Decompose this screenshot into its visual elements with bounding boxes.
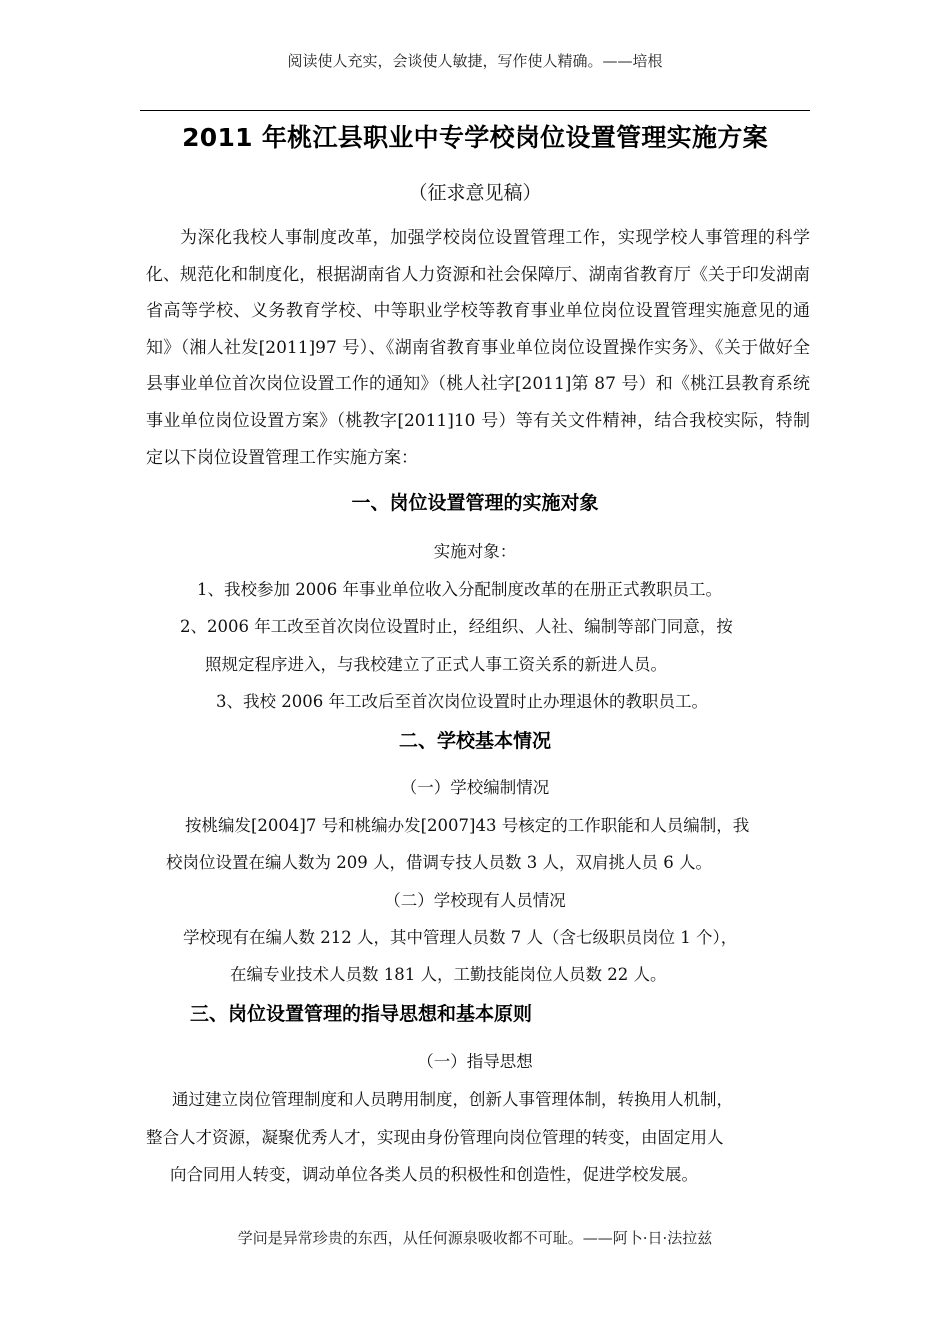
section3-sub1-line3: 向合同用人转变，调动单位各类人员的积极性和创造性，促进学校发展。: [170, 1165, 698, 1184]
section1-label: 实施对象：: [433, 542, 517, 561]
section3-sub1-line1: 通过建立岗位管理制度和人员聘用制度，创新人事管理体制，转换用人机制，: [172, 1090, 733, 1109]
section1-item2-line1: 2、2006 年工改至首次岗位设置时止，经组织、人社、编制等部门同意，按: [180, 617, 733, 636]
section1-heading: 一、岗位设置管理的实施对象: [351, 492, 599, 514]
section2-sub1-heading: （一）学校编制情况: [400, 778, 550, 797]
section1-item1: 1、我校参加 2006 年事业单位收入分配制度改革的在册正式教职员工。: [197, 580, 722, 599]
header-quote: 阅读使人充实，会谈使人敏捷，写作使人精确。——培根: [287, 52, 663, 70]
section2-sub1-line2: 校岗位设置在编人数为 209 人，借调专技人员数 3 人，双肩挑人员 6 人。: [166, 853, 712, 872]
section2-heading: 二、学校基本情况: [398, 730, 551, 752]
document-title: 2011 年桃江县职业中专学校岗位设置管理实施方案: [182, 123, 768, 152]
section1-item2-line2: 照规定程序进入，与我校建立了正式人事工资关系的新进人员。: [205, 655, 667, 674]
intro-paragraph: 为深化我校人事制度改革，加强学校岗位设置管理工作，实现学校人事管理的科学化、规范化和制度化，根据湖南省人力资源和社会保障厅、湖南省教育厅《关于印发湖南省高等学校、义务教育学校、中等职业学校等教育事业单位岗位设置管理实施意见的通知》（湘人社发[2011]97 号）、《湖南省教育事业单位岗位设置操作实务》、《关于做好全县事业单位首次岗位设置工作的通知》（桃人社字[2011]第 87 号）和《桃江县教育系统事业单位岗位设置方案》（桃教字[2011]10 号）等有关文件精神，结合我校实际，特制定以下岗位设置管理工作实施方案：: [146, 228, 810, 468]
section3-sub1-heading: （一）指导思想: [417, 1052, 533, 1071]
section3-heading: 三、岗位设置管理的指导思想和基本原则: [190, 1003, 533, 1025]
section3-sub1-line2: 整合人才资源，凝聚优秀人才，实现由身份管理向岗位管理的转变，由固定用人: [146, 1128, 724, 1147]
section1-item3: 3、我校 2006 年工改后至首次岗位设置时止办理退休的教职员工。: [216, 692, 708, 711]
section2-sub2-heading: （二）学校现有人员情况: [384, 891, 566, 910]
document-subtitle: （征求意见稿）: [408, 182, 542, 204]
footer-quote: 学问是异常珍贵的东西，从任何源泉吸收都不可耻。——阿卜·日·法拉兹: [237, 1229, 713, 1247]
section2-sub2-line2: 在编专业技术人员数 181 人，工勤技能岗位人员数 22 人。: [230, 965, 667, 984]
section2-sub2-line1: 学校现有在编人数 212 人，其中管理人员数 7 人（含七级职员岗位 1 个），: [183, 928, 738, 947]
header-divider: [140, 110, 810, 111]
section2-sub1-line1: 按桃编发[2004]7 号和桃编办发[2007]43 号核定的工作职能和人员编制，我: [185, 816, 750, 835]
